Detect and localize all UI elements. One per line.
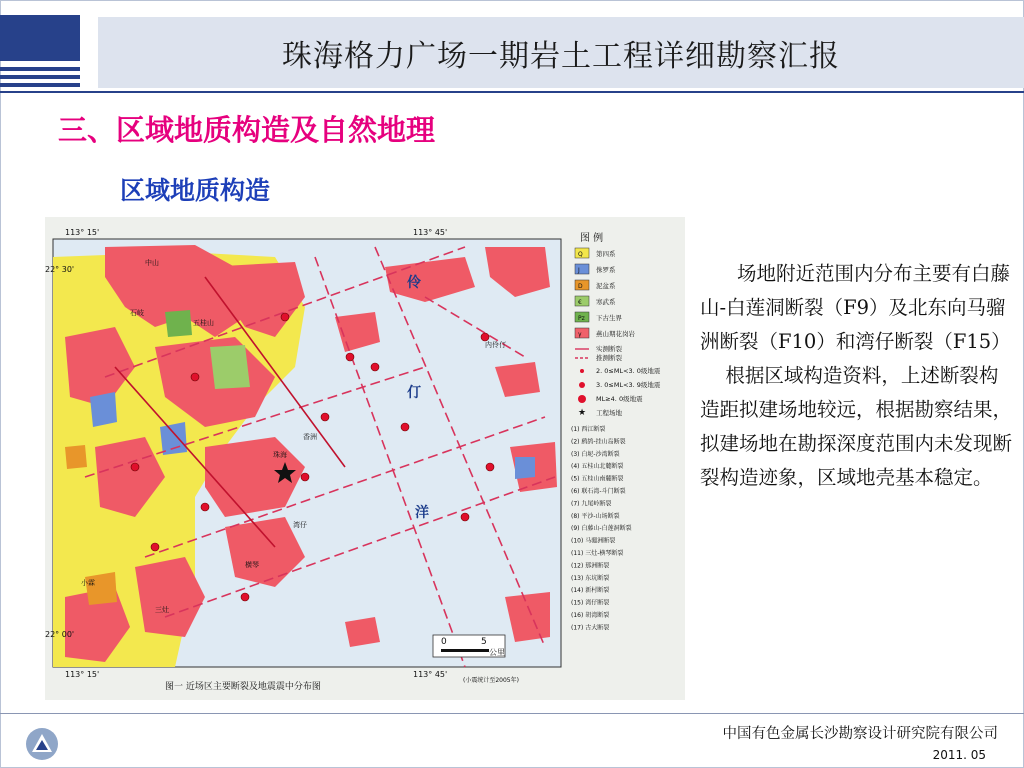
legend-symbol: J bbox=[578, 267, 580, 274]
legend-label: 侏罗系 bbox=[596, 266, 616, 274]
legend-fault-name: (14) 新村断裂 bbox=[571, 587, 610, 595]
legend-symbol: Pz bbox=[578, 315, 585, 322]
legend-fault-name: (1) 西江断裂 bbox=[571, 426, 606, 433]
legend-label: 2. 0≤ML<3. 0级地震 bbox=[596, 367, 661, 375]
scale-unit: 公里 bbox=[489, 648, 505, 657]
place-label: 五桂山 bbox=[193, 319, 214, 327]
legend-title: 图 例 bbox=[580, 233, 604, 244]
legend-fault-name: (7) 九尾岭断裂 bbox=[571, 500, 612, 508]
place-label: 中山 bbox=[145, 259, 159, 267]
coord-lat-top: 22° 30' bbox=[45, 265, 75, 274]
company-logo-icon bbox=[24, 726, 60, 762]
legend-fault-name: (11) 三灶-横琴断裂 bbox=[571, 550, 624, 557]
page-title: 珠海格力广场一期岩土工程详细勘察汇报 bbox=[282, 39, 840, 74]
legend-fault-name: (16) 胡湾断裂 bbox=[571, 612, 610, 619]
legend-fault-name: (4) 五桂山北麓断裂 bbox=[571, 463, 624, 471]
legend-quake-dot bbox=[578, 395, 586, 403]
place-label: 香洲 bbox=[303, 433, 317, 441]
coord-bottom-mid: 113° 45' bbox=[413, 670, 448, 679]
place-label: 湾仔 bbox=[293, 521, 307, 529]
place-label: 三灶 bbox=[155, 606, 169, 614]
map-source: (小震统计至2005年) bbox=[463, 677, 519, 684]
legend-label: 工程场地 bbox=[596, 409, 622, 417]
legend-label: 燕山期花岗岩 bbox=[596, 330, 635, 338]
legend-quake-dot bbox=[579, 382, 585, 388]
geological-map bbox=[45, 217, 685, 700]
section-title: 三、区域地质构造及自然地理 bbox=[58, 113, 436, 147]
section-subtitle: 区域地质构造 bbox=[120, 176, 271, 205]
sea-label-1: 伶 bbox=[407, 275, 421, 291]
header-divider bbox=[0, 91, 1024, 93]
place-label: 内伶仃 bbox=[485, 341, 506, 349]
legend-symbol: Q bbox=[578, 251, 583, 258]
header-logo bbox=[0, 15, 80, 90]
legend-label: 泥盆系 bbox=[596, 282, 616, 290]
legend-fault-name: (2) 鹧鸪-挂山岛断裂 bbox=[571, 438, 626, 446]
map-caption: 图一 近场区主要断裂及地震震中分布图 bbox=[165, 682, 321, 692]
place-label: 珠海 bbox=[273, 451, 287, 459]
legend-fault-name: (8) 平沙-山场断裂 bbox=[571, 512, 620, 520]
title-bar bbox=[98, 17, 1024, 88]
sea-label-2: 仃 bbox=[407, 385, 421, 401]
legend-label: 实测断裂 bbox=[596, 345, 622, 353]
legend-fault-name: (3) 白坭-沙湾断裂 bbox=[571, 450, 620, 458]
legend-fault-name: (5) 五桂山南麓断裂 bbox=[571, 475, 624, 483]
legend-fault-name: (12) 那洲断裂 bbox=[571, 562, 610, 570]
legend-label: 寒武系 bbox=[596, 298, 616, 306]
place-label: 小霖 bbox=[81, 579, 95, 587]
legend-label: 下古生界 bbox=[596, 314, 622, 322]
description-text bbox=[700, 257, 1012, 495]
legend-label: 推测断裂 bbox=[596, 354, 622, 362]
legend-fault-name: (9) 白藤山-白莲洞断裂 bbox=[571, 525, 632, 533]
legend-label: ML≥4. 0级地震 bbox=[596, 395, 643, 403]
coord-bottom-left: 113° 15' bbox=[65, 670, 100, 679]
legend-fault-name: (13) 东坑断裂 bbox=[571, 574, 610, 582]
legend-fault-name: (17) 古大断裂 bbox=[571, 624, 610, 632]
legend-symbol: € bbox=[578, 299, 582, 306]
coord-top-mid: 113° 45' bbox=[413, 228, 448, 237]
scale-five: 5 bbox=[481, 637, 487, 647]
legend-symbol: D bbox=[578, 283, 583, 290]
footer-company: 中国有色金属长沙勘察设计研究院有限公司 bbox=[722, 726, 998, 742]
scale-zero: 0 bbox=[441, 637, 447, 647]
legend-site-star: ★ bbox=[578, 408, 587, 418]
paragraph-2: 根据区域构造资料，上述断裂构造距拟建场地较远，根据勘察结果，拟建场地在勘探深度范围内未发现断裂构造迹象，区域地壳基本稳定。 bbox=[700, 364, 1013, 489]
legend-fault-name: (10) 马骝洲断裂 bbox=[571, 537, 616, 545]
sea-label-3: 洋 bbox=[415, 505, 429, 521]
legend-label: 第四系 bbox=[596, 250, 616, 258]
place-label: 石岐 bbox=[130, 309, 144, 317]
legend-label: 3. 0≤ML<3. 9级地震 bbox=[596, 381, 661, 389]
legend-symbol: γ bbox=[578, 331, 582, 338]
footer-divider bbox=[0, 713, 1024, 714]
coord-lat-bottom: 22° 00' bbox=[45, 630, 75, 639]
paragraph-1: 场地附近范围内分布主要有白藤山-白莲洞断裂（F9）及北东向马骝洲断裂（F10）和湾仔断裂（F15） bbox=[700, 262, 1011, 353]
legend-quake-dot bbox=[580, 369, 584, 373]
coord-top-left: 113° 15' bbox=[65, 228, 100, 237]
legend-fault-name: (15) 湾仔断裂 bbox=[571, 599, 610, 607]
legend-fault-name: (6) 联石湾-斗门断裂 bbox=[571, 488, 626, 495]
place-label: 横琴 bbox=[245, 561, 259, 569]
footer-date: 2011. 05 bbox=[932, 748, 986, 762]
